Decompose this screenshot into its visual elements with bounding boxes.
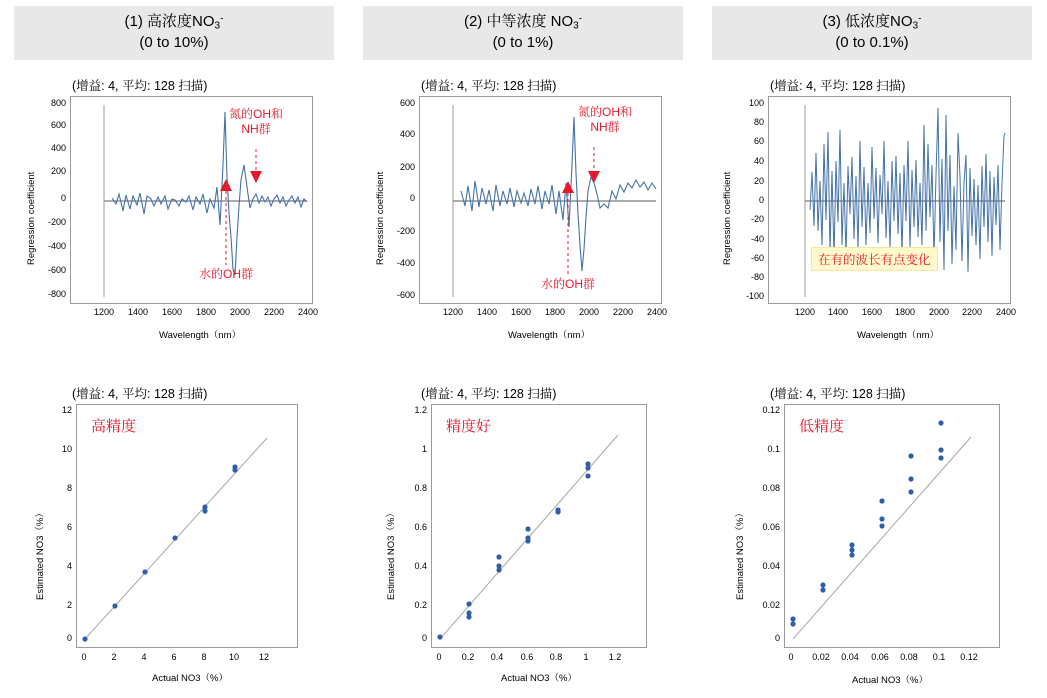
tick-y: 0.2 — [414, 600, 427, 610]
nitrogen-oh-nh-label-1: 氮的OH和 NH群 — [228, 107, 283, 136]
tick-y: 0.06 — [762, 522, 780, 532]
y-axis-label: Estimated NO3（%） — [735, 508, 746, 600]
tick-y: -600 — [396, 290, 415, 300]
column-2-title-sub: 3 — [573, 20, 579, 32]
tick-x: 0.1 — [932, 652, 946, 662]
tick-y: 10 — [61, 444, 72, 454]
column-3-header — [712, 6, 1032, 60]
tick-x: 1200 — [93, 307, 115, 317]
tick-y: 0.1 — [767, 444, 780, 454]
tick-y: 4 — [66, 561, 72, 571]
tick-x: 4 — [141, 652, 147, 662]
tick-y: 6 — [66, 522, 72, 532]
tick-y: 0 — [758, 195, 764, 205]
parity-plot-high-svg — [77, 405, 297, 647]
column-3-title-sup: - — [918, 13, 922, 25]
column-3-title-sub: 3 — [912, 20, 919, 32]
tick-x: 2400 — [995, 307, 1017, 317]
x-axis-label: Actual NO3（%） — [851, 675, 929, 686]
tick-y: -200 — [47, 217, 66, 227]
column-1-title-sub: 3 — [214, 20, 221, 32]
tick-y: 60 — [753, 136, 764, 146]
y-axis-label: Regression coefficient — [26, 171, 37, 265]
tick-y: -100 — [745, 291, 764, 301]
column-1-top-caption: (增益: 4, 平均: 128 扫描) — [72, 79, 208, 93]
tick-y: -60 — [750, 253, 764, 263]
column-3-bottom-caption: (增益: 4, 平均: 128 扫描) — [770, 387, 906, 401]
accuracy-label-3: 低精度 — [799, 418, 845, 435]
column-2-bottom-caption: (增益: 4, 平均: 128 扫描) — [421, 387, 557, 401]
arrow-down-nh-2 — [587, 147, 601, 187]
tick-y: -20 — [750, 214, 764, 224]
tick-y: 12 — [61, 405, 72, 415]
parity-plot-high — [76, 404, 298, 648]
tick-x: 2400 — [646, 307, 668, 317]
tick-x: 0.4 — [490, 652, 504, 662]
tick-y: 0.04 — [762, 561, 780, 571]
tick-y: 0 — [421, 633, 427, 643]
x-axis-label: Wavelength（nm） — [856, 330, 939, 341]
parity-plot-medium-svg — [432, 405, 646, 647]
tick-y: 0.08 — [762, 483, 780, 493]
y-axis-label: Regression coefficient — [722, 171, 733, 265]
tick-y: 0 — [774, 633, 780, 643]
accuracy-label-2: 精度好 — [446, 418, 492, 435]
tick-x: 1800 — [544, 307, 566, 317]
tick-x: 0.6 — [520, 652, 534, 662]
tick-y: 600 — [50, 120, 66, 130]
nitrogen-oh-nh-label-2: 氮的OH和 NH群 — [577, 105, 632, 134]
tick-y: 2 — [66, 600, 72, 610]
tick-x: 0.04 — [841, 652, 859, 662]
tick-x: 1 — [583, 652, 589, 662]
tick-y: 8 — [66, 483, 72, 493]
tick-x: 2200 — [961, 307, 983, 317]
tick-x: 1.2 — [608, 652, 622, 662]
tick-x: 0.2 — [461, 652, 475, 662]
tick-x: 1800 — [894, 307, 916, 317]
tick-x: 0 — [81, 652, 87, 662]
tick-x: 0.06 — [871, 652, 889, 662]
y-axis-label: Estimated NO3（%） — [35, 508, 46, 600]
tick-y: 400 — [50, 143, 66, 153]
tick-x: 1400 — [127, 307, 149, 317]
tick-y: 0.6 — [414, 522, 427, 532]
column-3-title-line2: (0 to 0.1%) — [835, 34, 909, 51]
tick-x: 8 — [201, 652, 207, 662]
column-1-header — [14, 6, 334, 60]
tick-x: 1400 — [827, 307, 849, 317]
column-2-title-line1: (2) 中等浓度 NO — [463, 13, 574, 30]
arrow-up-water-1 — [219, 179, 233, 265]
tick-y: -400 — [47, 241, 66, 251]
tick-y: -400 — [396, 258, 415, 268]
tick-y: 800 — [50, 98, 66, 108]
column-1-title-line1: (1) 高浓度NO — [124, 13, 215, 30]
column-1-title-line2: (0 to 10%) — [139, 34, 209, 51]
tick-x: 12 — [258, 652, 269, 662]
column-medium-concentration — [349, 0, 698, 698]
column-2-header — [363, 6, 683, 60]
column-high-concentration — [0, 0, 349, 698]
regression-plot-medium — [419, 96, 662, 304]
tick-x: 1200 — [442, 307, 464, 317]
tick-x: 1800 — [195, 307, 217, 317]
regression-plot-high — [70, 96, 313, 304]
wavelength-change-note: 在有的波长有点变化 — [811, 247, 938, 271]
tick-y: 600 — [399, 98, 415, 108]
tick-x: 1200 — [794, 307, 816, 317]
column-2-title-sup: - — [578, 13, 583, 25]
y-axis-label: Estimated NO3（%） — [386, 508, 397, 600]
regression-plot-low — [768, 96, 1011, 304]
tick-y: 0.02 — [762, 600, 780, 610]
x-axis-label: Wavelength（nm） — [158, 330, 241, 341]
tick-x: 1600 — [161, 307, 183, 317]
tick-y: -200 — [396, 226, 415, 236]
x-axis-label: Actual NO3（%） — [151, 673, 229, 684]
y-axis-label: Regression coefficient — [375, 171, 386, 265]
tick-y: -80 — [750, 272, 764, 282]
tick-y: 0 — [60, 193, 66, 203]
tick-x: 1400 — [476, 307, 498, 317]
tick-x: 0.12 — [960, 652, 978, 662]
tick-x: 0 — [788, 652, 794, 662]
column-1-title-sup: - — [220, 13, 224, 25]
tick-y: 0 — [409, 193, 415, 203]
tick-y: -40 — [750, 234, 764, 244]
tick-x: 10 — [228, 652, 239, 662]
column-3-top-caption: (增益: 4, 平均: 128 扫描) — [770, 79, 906, 93]
column-low-concentration — [698, 0, 1047, 698]
tick-x: 2000 — [928, 307, 950, 317]
tick-x: 2400 — [297, 307, 319, 317]
tick-x: 6 — [171, 652, 177, 662]
tick-y: 100 — [748, 98, 764, 108]
tick-x: 0.08 — [900, 652, 918, 662]
tick-x: 2000 — [229, 307, 251, 317]
column-1-bottom-caption: (增益: 4, 平均: 128 扫描) — [72, 387, 208, 401]
column-2-title-line2: (0 to 1%) — [492, 34, 554, 51]
tick-x: 0.8 — [549, 652, 563, 662]
tick-x: 2200 — [263, 307, 285, 317]
tick-y: 200 — [399, 162, 415, 172]
tick-x: 1600 — [510, 307, 532, 317]
water-oh-label-1: 水的OH群 — [198, 267, 253, 281]
tick-y: 80 — [753, 117, 764, 127]
accuracy-label-1: 高精度 — [91, 418, 137, 435]
regression-plot-low-svg — [769, 97, 1010, 303]
parity-plot-low-svg — [785, 405, 999, 647]
tick-x: 2000 — [578, 307, 600, 317]
tick-x: 0.02 — [812, 652, 830, 662]
x-axis-label: Wavelength（nm） — [507, 330, 590, 341]
tick-y: 0.8 — [414, 483, 427, 493]
arrow-up-water-2 — [561, 181, 575, 275]
tick-y: 0 — [66, 633, 72, 643]
tick-y: -800 — [47, 289, 66, 299]
tick-x: 1600 — [861, 307, 883, 317]
tick-y: 20 — [753, 176, 764, 186]
tick-y: 1 — [421, 444, 427, 454]
tick-y: -600 — [47, 265, 66, 275]
x-axis-label: Actual NO3（%） — [500, 673, 578, 684]
tick-y: 200 — [50, 166, 66, 176]
arrow-down-nh-1 — [249, 149, 263, 187]
tick-x: 0 — [436, 652, 442, 662]
tick-y: 1.2 — [414, 405, 427, 415]
tick-x: 2 — [111, 652, 117, 662]
water-oh-label-2: 水的OH群 — [540, 277, 595, 291]
tick-y: 40 — [753, 156, 764, 166]
tick-y: 0.4 — [414, 561, 427, 571]
parity-plot-medium — [431, 404, 647, 648]
column-3-title-line1: (3) 低浓度NO — [822, 13, 913, 30]
column-2-top-caption: (增益: 4, 平均: 128 扫描) — [421, 79, 557, 93]
tick-y: 400 — [399, 129, 415, 139]
parity-plot-low — [784, 404, 1000, 648]
tick-x: 2200 — [612, 307, 634, 317]
tick-y: 0.12 — [762, 405, 780, 415]
